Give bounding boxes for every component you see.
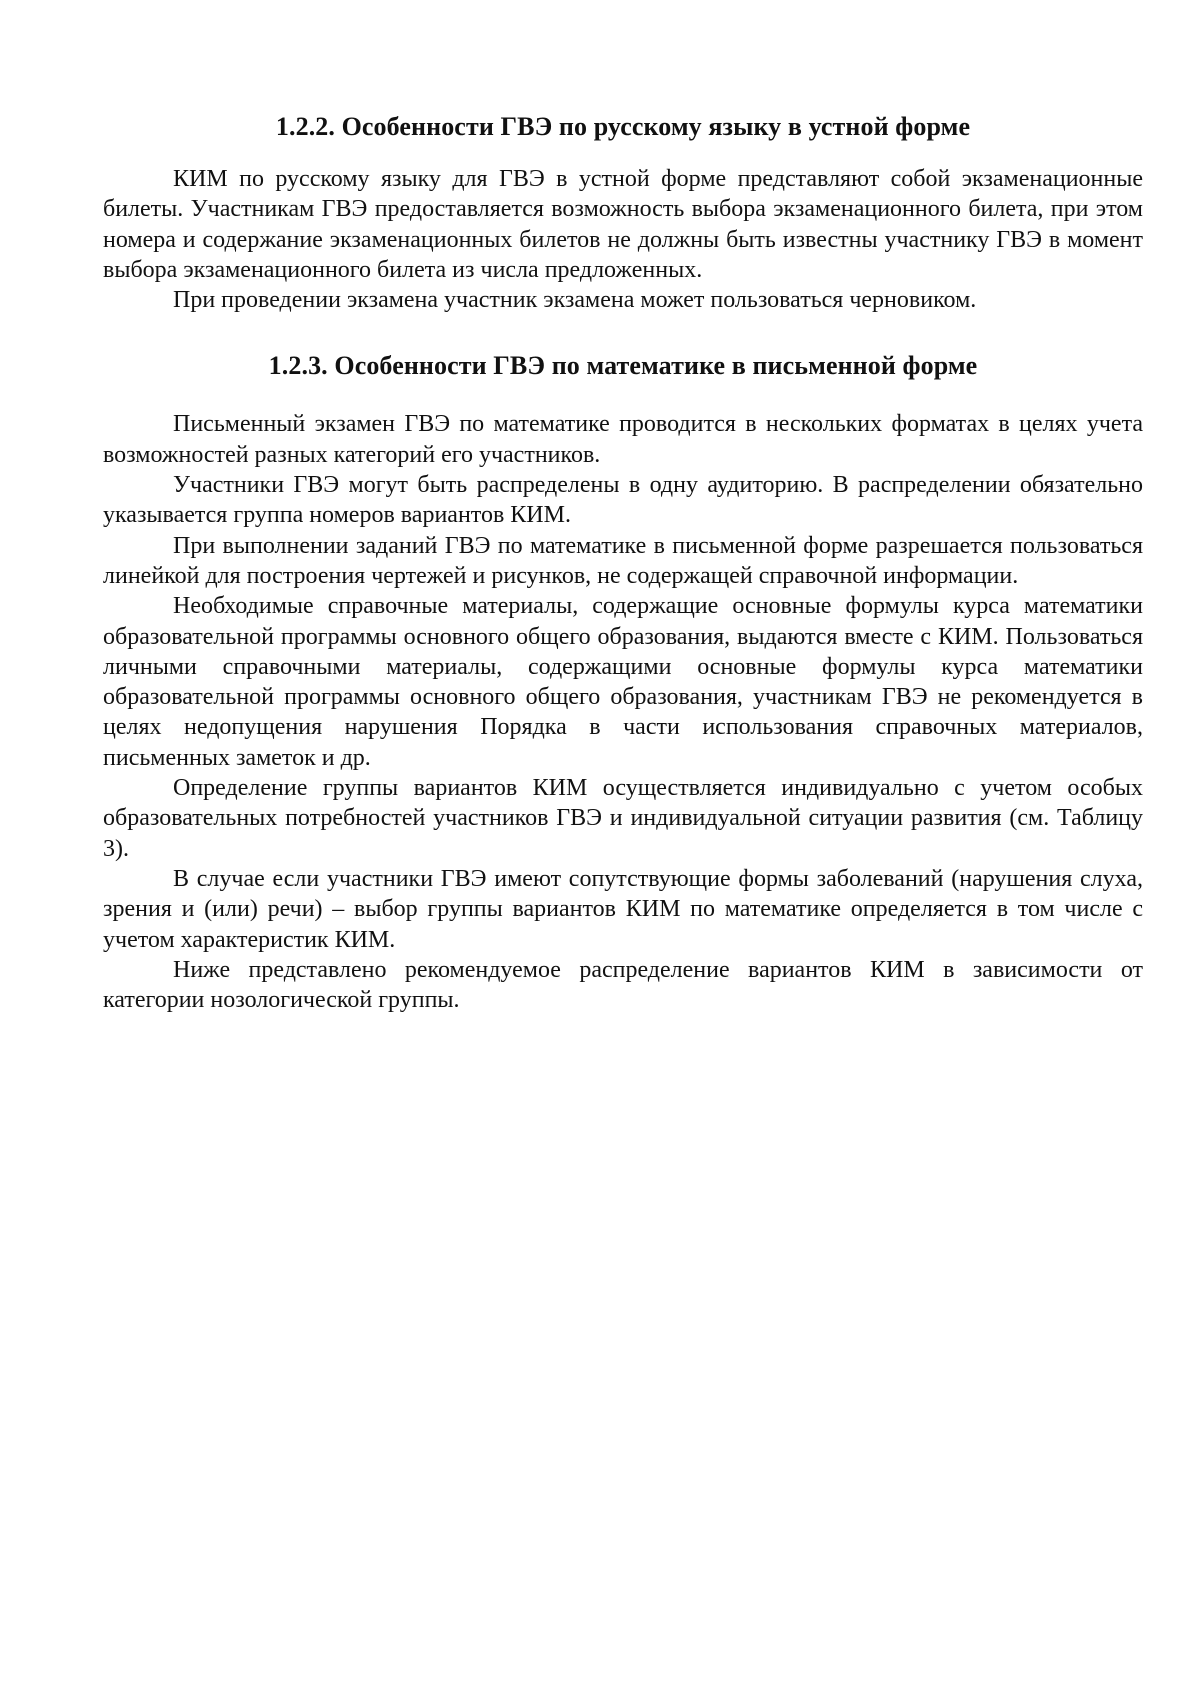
paragraph: Участники ГВЭ могут быть распределены в одну аудиторию. В распределении обязательно указывается группа номеров вариантов КИМ. [103, 472, 1143, 529]
paragraph: Необходимые справочные материалы, содержащие основные формулы курса математики образовательной программы основного общего образования, выдаются вместе с КИМ. Пользоваться личными справочными материалы, содержащими основные формулы курса математики образовательной программы основного общего образования, участникам ГВЭ не рекомендуется в целях недопущения нарушения Порядка в части использования справочных материалов, письменных заметок и др. [103, 593, 1143, 771]
section-math-written [103, 349, 1143, 1015]
paragraph: Ниже представлено рекомендуемое распределение вариантов КИМ в зависимости от категории нозологической группы. [103, 956, 1143, 1014]
paragraph: При выполнении заданий ГВЭ по математике в письменной форме разрешается пользоваться линейкой для построения чертежей и рисунков, не содержащей справочной информации. [103, 532, 1143, 589]
page-content [103, 110, 1143, 1015]
paragraph: При проведении экзамена участник экзамена может пользоваться черновиком. [173, 287, 977, 314]
paragraph: Определение группы вариантов КИМ осуществляется индивидуально с учетом особых образовательных потребностей участников ГВЭ и индивидуальной ситуации развития (см. Таблицу 3). [103, 775, 1143, 862]
section-heading: 1.2.2. Особенности ГВЭ по русскому языку в устной форме [275, 112, 971, 141]
paragraph: В случае если участники ГВЭ имеют сопутствующие формы заболеваний (нарушения слуха, зрения и (или) речи) – выбор группы вариантов КИМ по математике определяется в том числе с учетом характеристик КИМ. [103, 865, 1143, 953]
section-heading: 1.2.3. Особенности ГВЭ по математике в письменной форме [268, 351, 978, 381]
paragraph: Письменный экзамен ГВЭ по математике проводится в нескольких форматах в целях учета возможностей разных категорий его участников. [103, 411, 1143, 468]
section-russian-oral [103, 110, 1143, 315]
paragraph: КИМ по русскому языку для ГВЭ в устной форме представляют собой экзаменационные билеты. Участникам ГВЭ предоставляется возможность выбора экзаменационного билета, при этом номера и содержание экзаменационных билетов не должны быть известны участнику ГВЭ в момент выбора экзаменационного билета из числа предложенных. [103, 166, 1143, 283]
